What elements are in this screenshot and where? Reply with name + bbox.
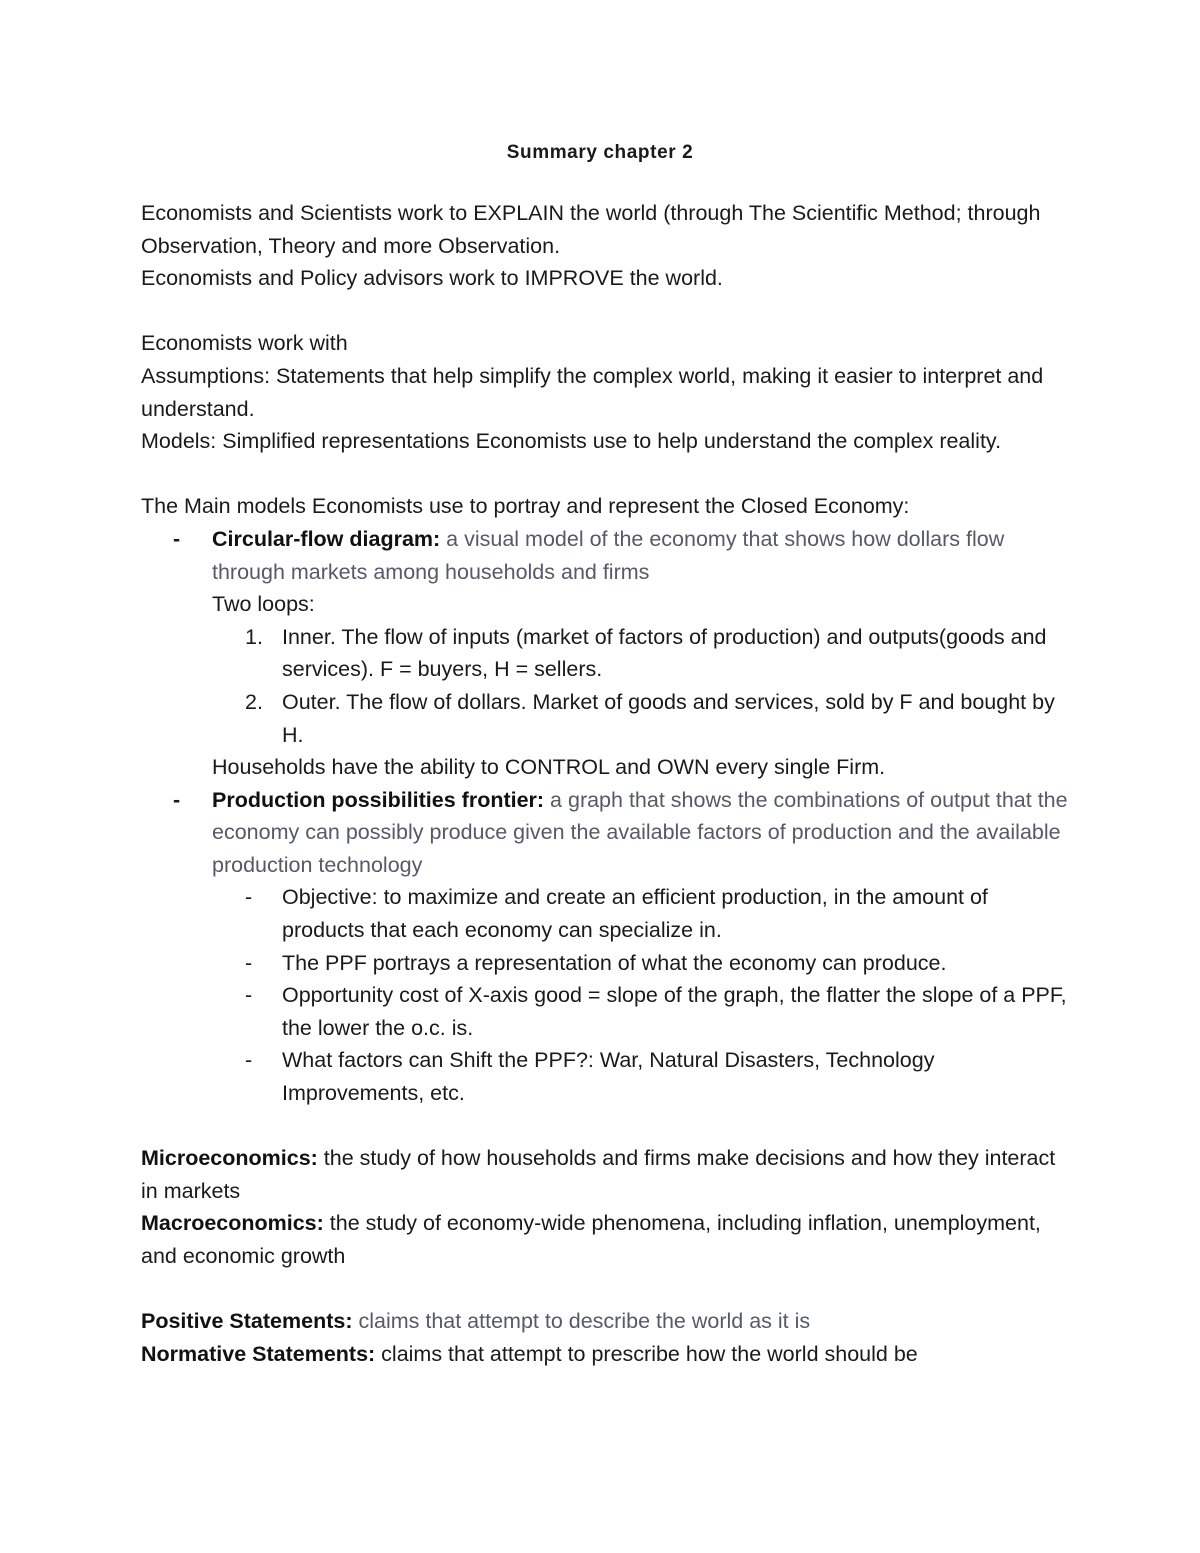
assumptions-paragraph: Assumptions: Statements that help simplify the complex world, making it easier to interpret and understand.: [141, 363, 1044, 421]
positive-statements-definition: claims that attempt to describe the world as it is: [352, 1309, 811, 1334]
circular-flow-term: Circular-flow diagram:: [212, 526, 441, 551]
normative-statements-definition: claims that attempt to prescribe how the world should be: [375, 1341, 918, 1366]
list-number: 2.: [245, 689, 263, 714]
loop-text: Outer. The flow of dollars. Market of goods and services, sold by F and bought by H.: [282, 689, 1055, 747]
ppf-point: [141, 979, 1071, 1044]
macroeconomics-definition: the study of economy-wide phenomena, including inflation, unemployment, and economic growth: [141, 1211, 1041, 1268]
microeconomics-term: Microeconomics:: [141, 1146, 318, 1171]
blank-line: [141, 1273, 1071, 1306]
loop-item: [141, 686, 1071, 751]
ppf-point: [141, 881, 1071, 946]
microeconomics-paragraph: [141, 1142, 1071, 1207]
positive-statements-paragraph: [141, 1305, 1071, 1338]
circular-flow-definition: a visual model of the economy that shows how dollars flow through markets among households and firms: [212, 526, 1005, 584]
ppf-term: Production possibilities frontier:: [212, 787, 545, 812]
loop-item: [141, 621, 1071, 686]
sub-bullet-dash: -: [245, 885, 253, 910]
macroeconomics-term: Macroeconomics:: [141, 1211, 324, 1236]
bullet-dash: -: [173, 787, 181, 812]
sub-bullet-dash: -: [245, 950, 253, 975]
document-body: [141, 197, 1071, 1370]
ppf-point-text: The PPF portrays a representation of what the economy can produce.: [282, 950, 947, 975]
ppf-point: [141, 1044, 1071, 1109]
circular-flow-bullet: [141, 523, 1071, 588]
intro-paragraph-2: Economists and Policy advisors work to IMPROVE the world.: [141, 266, 723, 291]
ppf-point-text: Opportunity cost of X-axis good = slope of the graph, the flatter the slope of a PPF, the lower the o.c. is.: [282, 983, 1067, 1040]
blank-line: [141, 1110, 1071, 1143]
blank-line: [141, 458, 1071, 491]
page-title: Summary chapter 2: [506, 142, 694, 163]
intro-paragraph-1: Economists and Scientists work to EXPLAIN the world (through The Scientific Method; through Observation, Theory and more Observation.: [141, 201, 1041, 258]
blank-line: [141, 295, 1071, 328]
sub-bullet-dash: -: [245, 1048, 253, 1073]
bullet-dash: -: [173, 526, 181, 551]
models-paragraph: Models: Simplified representations Economists use to help understand the complex reality.: [141, 429, 1002, 454]
ppf-definition: a graph that shows the combinations of output that the economy can possibly produce given the available factors of production and the available production technology: [212, 787, 1068, 877]
ppf-point-text: What factors can Shift the PPF?: War, Natural Disasters, Technology Improvements, etc.: [282, 1048, 935, 1106]
microeconomics-definition: the study of how households and firms make decisions and how they interact in markets: [141, 1146, 1056, 1203]
work-with-heading: Economists work with: [141, 331, 348, 356]
loop-text: Inner. The flow of inputs (market of factors of production) and outputs(goods and services). F = buyers, H = sellers.: [282, 624, 1047, 682]
list-number: 1.: [245, 624, 263, 649]
models-heading: The Main models Economists use to portray and represent the Closed Economy:: [141, 494, 910, 519]
macroeconomics-paragraph: [141, 1207, 1071, 1272]
ppf-point-text: Objective: to maximize and create an efficient production, in the amount of products that each economy can specialize in.: [282, 885, 988, 943]
ppf-point: [141, 947, 1071, 980]
positive-statements-term: Positive Statements:: [141, 1309, 353, 1334]
households-note: Households have the ability to CONTROL and OWN every single Firm.: [212, 755, 886, 780]
ppf-bullet: [141, 784, 1071, 882]
normative-statements-paragraph: [141, 1338, 1071, 1371]
sub-bullet-dash: -: [245, 983, 253, 1008]
two-loops-label: Two loops:: [212, 592, 315, 617]
normative-statements-term: Normative Statements:: [141, 1341, 376, 1366]
